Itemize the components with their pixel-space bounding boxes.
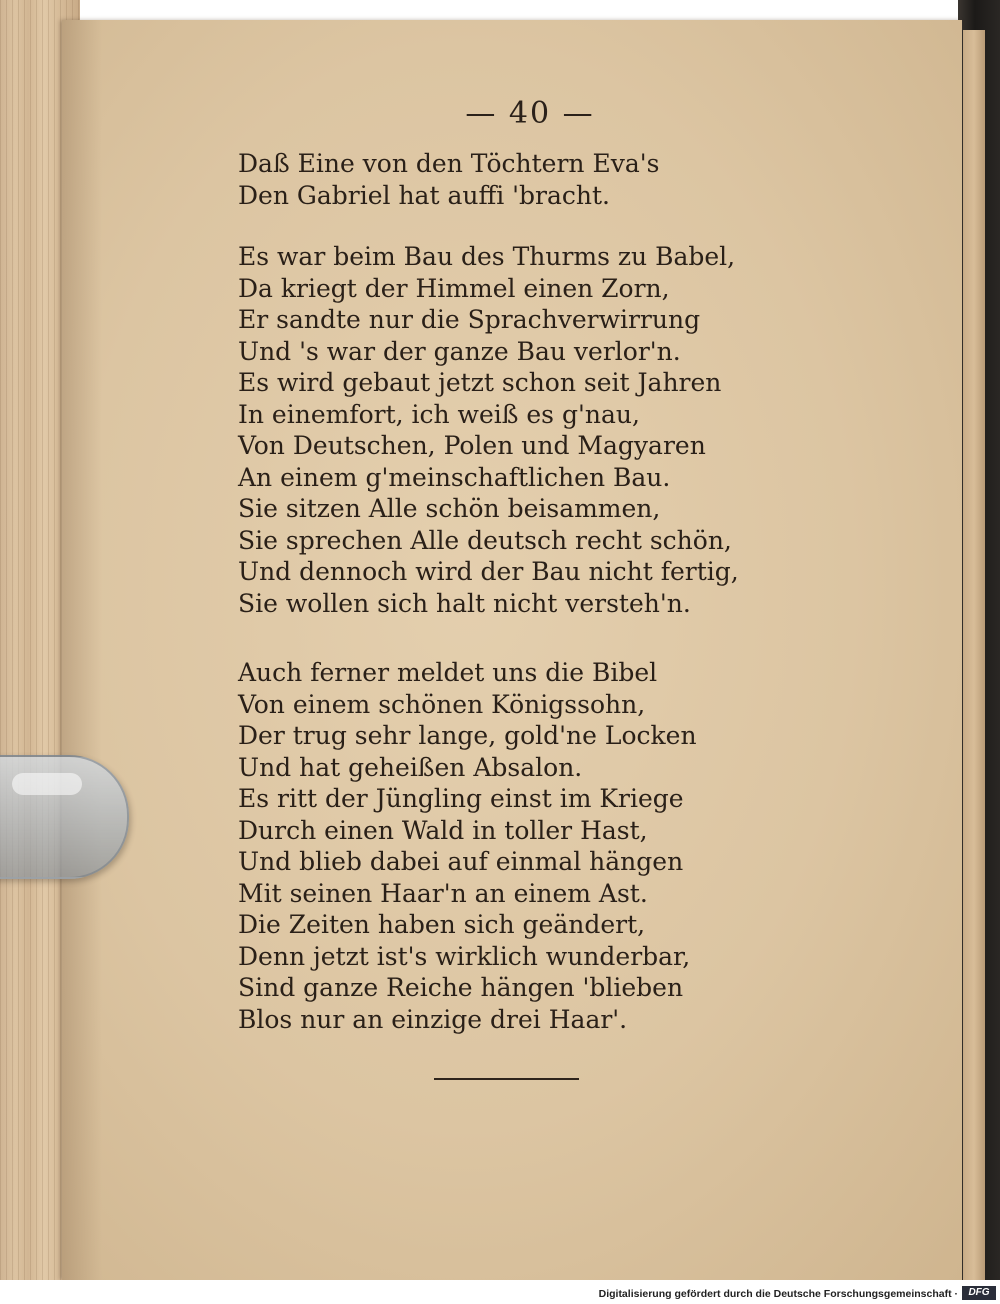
poem-line: Es war beim Bau des Thurms zu Babel, bbox=[238, 242, 736, 271]
dfg-logo: DFG bbox=[962, 1286, 996, 1300]
end-rule-divider bbox=[434, 1078, 579, 1080]
poem-line: Sie sprechen Alle deutsch recht schön, bbox=[238, 525, 732, 555]
poem-line: Es ritt der Jüngling einst im Kriege bbox=[238, 784, 684, 813]
poem-line: In einemfort, ich weiß es g'nau, bbox=[238, 399, 640, 429]
poem-line: Der trug sehr lange, gold'ne Locken bbox=[238, 721, 697, 750]
poem-line: Blos nur an einzige drei Haar'. bbox=[238, 1004, 628, 1034]
poem-line: Von Deutschen, Polen und Magyaren bbox=[238, 431, 706, 460]
poem-line: Durch einen Wald in toller Hast, bbox=[238, 815, 648, 845]
poem-line: Sie wollen sich halt nicht versteh'n. bbox=[238, 588, 691, 618]
stanza-1 bbox=[238, 148, 758, 211]
page-number: — 40 — bbox=[465, 96, 595, 131]
binding-shadow bbox=[62, 20, 102, 1280]
poem-line: Mit seinen Haar'n an einem Ast. bbox=[238, 878, 648, 908]
poem-line: Es wird gebaut jetzt schon seit Jahren bbox=[238, 368, 722, 397]
poem-line: Daß Eine von den Töchtern Eva's bbox=[238, 149, 660, 178]
poem-line: Da kriegt der Himmel einen Zorn, bbox=[238, 273, 670, 303]
poem-line: Er sandte nur die Sprachverwirrung bbox=[238, 305, 701, 334]
poem-line: Die Zeiten haben sich geändert, bbox=[238, 910, 646, 939]
poem-line: Denn jetzt ist's wirklich wunderbar, bbox=[238, 941, 691, 971]
poem-line: Sie sitzen Alle schön beisammen, bbox=[238, 494, 661, 523]
poem-line: Den Gabriel hat auffi 'bracht. bbox=[238, 180, 610, 210]
poem-line: An einem g'meinschaftlichen Bau. bbox=[238, 462, 671, 492]
book-clip bbox=[0, 755, 129, 879]
stanza-gap bbox=[238, 211, 758, 241]
poem-line: Auch ferner meldet uns die Bibel bbox=[238, 658, 658, 687]
poem-line: Und blieb dabei auf einmal hängen bbox=[238, 847, 684, 876]
facing-page-edge bbox=[963, 30, 985, 1280]
stanza-gap bbox=[238, 619, 758, 657]
poem-line: Sind ganze Reiche hängen 'blieben bbox=[238, 973, 684, 1002]
poem-line: Und dennoch wird der Bau nicht fertig, bbox=[238, 557, 739, 586]
stanza-3 bbox=[238, 657, 758, 1035]
footer-bar bbox=[0, 1280, 1000, 1304]
stanza-2 bbox=[238, 241, 758, 619]
poem-text bbox=[238, 148, 758, 1035]
funding-credit: Digitalisierung gefördert durch die Deutsche Forschungsgemeinschaft · bbox=[598, 1288, 958, 1300]
poem-line: Und 's war der ganze Bau verlor'n. bbox=[238, 336, 681, 366]
poem-line: Von einem schönen Königssohn, bbox=[238, 689, 646, 719]
poem-line: Und hat geheißen Absalon. bbox=[238, 752, 583, 782]
